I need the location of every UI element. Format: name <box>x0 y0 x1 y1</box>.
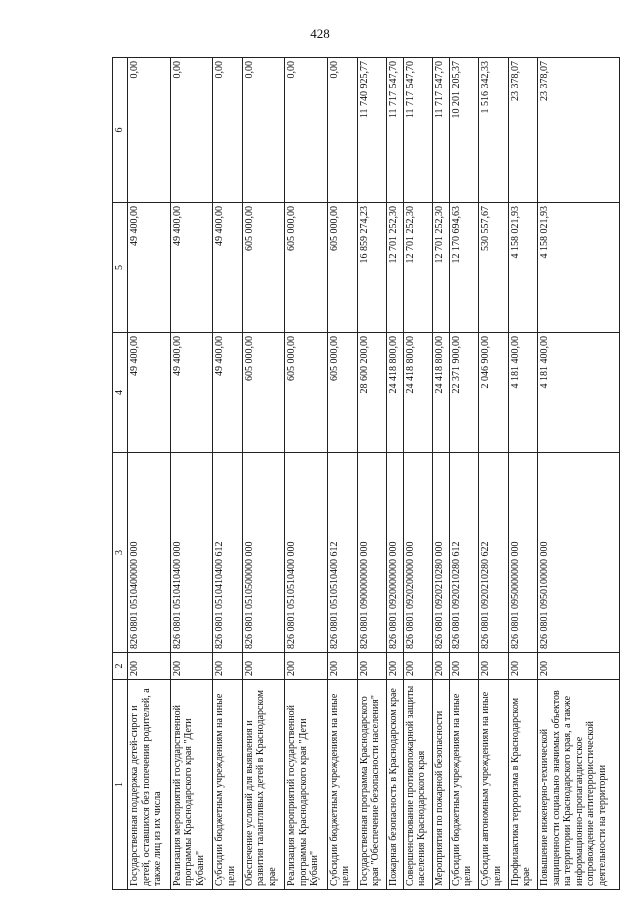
row-value4-cell: 24 418 800,00 <box>403 333 433 453</box>
column-header-6: 6 <box>113 58 128 203</box>
row-value6-cell: 0,00 <box>170 58 213 203</box>
row-value5-cell: 4 158 021,93 <box>508 203 538 333</box>
table-row <box>387 58 403 890</box>
table-row <box>285 58 328 890</box>
row-name-cell: Реализация мероприятий государственной программы Краснодарского края "Дети Кубани" <box>285 680 328 890</box>
column-header-4: 4 <box>113 333 128 453</box>
table-row <box>242 58 285 890</box>
table-body <box>128 58 620 890</box>
row-code-cell: 826 0801 0510410400 612 <box>213 453 243 653</box>
table-row <box>128 58 171 890</box>
row-value6-cell: 11 717 547,70 <box>387 58 403 203</box>
table-row <box>327 58 357 890</box>
row-value5-cell: 16 859 274,23 <box>357 203 387 333</box>
row-code-cell: 826 0801 0920200000 000 <box>403 453 433 653</box>
row-value5-cell: 4 158 021,93 <box>538 203 620 333</box>
row-col2-cell: 200 <box>285 653 328 680</box>
row-name-cell: Профилактика терроризма в Краснодарском крае <box>508 680 538 890</box>
column-header-2: 2 <box>113 653 128 680</box>
table-row <box>403 58 433 890</box>
row-code-cell: 826 0801 0920210280 612 <box>449 453 479 653</box>
row-col2-cell: 200 <box>242 653 285 680</box>
row-code-cell: 826 0801 0950100000 000 <box>538 453 620 653</box>
row-value6-cell: 11 717 547,70 <box>403 58 433 203</box>
row-code-cell: 826 0801 0510510400 000 <box>285 453 328 653</box>
row-name-cell: Повышение инженерно-технической защищенности социально значимых объектов на территории Краснодарского края, а также информационно-пропагандистское сопровождение антитеррористической деятельности на территории <box>538 680 620 890</box>
row-col2-cell: 200 <box>213 653 243 680</box>
row-code-cell: 826 0801 0510410400 000 <box>170 453 213 653</box>
row-name-cell: Реализация мероприятий государственной программы Краснодарского края "Дети Кубани" <box>170 680 213 890</box>
row-name-cell: Обеспечение условий для выявления и развития талантливых детей в Краснодарском крае <box>242 680 285 890</box>
row-name-cell: Государственная программа Краснодарского края "Обеспечение безопасности населения" <box>357 680 387 890</box>
row-name-cell: Пожарная безопасность в Краснодарском крае <box>387 680 403 890</box>
row-col2-cell: 200 <box>387 653 403 680</box>
row-value6-cell: 0,00 <box>128 58 171 203</box>
budget-table <box>112 57 620 890</box>
row-col2-cell: 200 <box>433 653 449 680</box>
row-value4-cell: 49 400,00 <box>213 333 243 453</box>
row-value6-cell: 0,00 <box>327 58 357 203</box>
row-col2-cell: 200 <box>327 653 357 680</box>
row-value4-cell: 49 400,00 <box>170 333 213 453</box>
row-code-cell: 826 0801 0510400000 000 <box>128 453 171 653</box>
row-value5-cell: 12 701 252,30 <box>403 203 433 333</box>
row-value4-cell: 605 000,00 <box>285 333 328 453</box>
table-row <box>170 58 213 890</box>
row-col2-cell: 200 <box>508 653 538 680</box>
row-value5-cell: 49 400,00 <box>128 203 171 333</box>
row-value6-cell: 11 717 547,70 <box>433 58 449 203</box>
row-value6-cell: 23 378,07 <box>538 58 620 203</box>
row-value5-cell: 530 557,67 <box>479 203 509 333</box>
row-col2-cell: 200 <box>128 653 171 680</box>
row-value4-cell: 605 000,00 <box>242 333 285 453</box>
table-row <box>449 58 479 890</box>
row-value5-cell: 605 000,00 <box>242 203 285 333</box>
row-value4-cell: 605 000,00 <box>327 333 357 453</box>
table-row <box>479 58 509 890</box>
budget-table-frame <box>112 58 620 890</box>
row-value6-cell: 1 516 342,33 <box>479 58 509 203</box>
row-code-cell: 826 0801 0510500000 000 <box>242 453 285 653</box>
row-col2-cell: 200 <box>170 653 213 680</box>
row-col2-cell: 200 <box>479 653 509 680</box>
table-row <box>433 58 449 890</box>
row-code-cell: 826 0801 0950000000 000 <box>508 453 538 653</box>
row-value4-cell: 49 400,00 <box>128 333 171 453</box>
column-header-1: 1 <box>113 680 128 890</box>
row-col2-cell: 200 <box>538 653 620 680</box>
row-col2-cell: 200 <box>403 653 433 680</box>
row-value6-cell: 0,00 <box>285 58 328 203</box>
row-name-cell: Субсидии автономным учреждениям на иные цели <box>479 680 509 890</box>
row-name-cell: Субсидии бюджетным учреждениям на иные цели <box>327 680 357 890</box>
table-row <box>213 58 243 890</box>
column-header-5: 5 <box>113 203 128 333</box>
row-value5-cell: 605 000,00 <box>285 203 328 333</box>
row-value6-cell: 0,00 <box>242 58 285 203</box>
row-code-cell: 826 0801 0510510400 612 <box>327 453 357 653</box>
row-value6-cell: 10 201 205,37 <box>449 58 479 203</box>
row-value5-cell: 12 170 694,63 <box>449 203 479 333</box>
row-value6-cell: 0,00 <box>213 58 243 203</box>
page-number: 428 <box>310 26 330 41</box>
row-value4-cell: 4 181 400,00 <box>538 333 620 453</box>
row-name-cell: Субсидии бюджетным учреждениям на иные цели <box>449 680 479 890</box>
row-value6-cell: 11 740 925,77 <box>357 58 387 203</box>
row-name-cell: Мероприятия по пожарной безопасности <box>433 680 449 890</box>
rotated-table-wrapper <box>112 58 620 890</box>
row-value5-cell: 12 701 252,30 <box>433 203 449 333</box>
table-row <box>357 58 387 890</box>
row-value5-cell: 49 400,00 <box>213 203 243 333</box>
row-name-cell: Субсидии бюджетным учреждениям на иные цели <box>213 680 243 890</box>
row-value6-cell: 23 378,07 <box>508 58 538 203</box>
row-col2-cell: 200 <box>449 653 479 680</box>
row-value5-cell: 49 400,00 <box>170 203 213 333</box>
table-row <box>538 58 620 890</box>
row-name-cell: Совершенствование противопожарной защиты населения Краснодарского края <box>403 680 433 890</box>
row-code-cell: 826 0801 0920000000 000 <box>387 453 403 653</box>
row-col2-cell: 200 <box>357 653 387 680</box>
row-code-cell: 826 0801 0920210280 000 <box>433 453 449 653</box>
row-name-cell: Государственная поддержка детей-сирот и детей, оставшихся без попечения родителей, а также лиц из их числа <box>128 680 171 890</box>
table-row <box>508 58 538 890</box>
row-value4-cell: 22 371 900,00 <box>449 333 479 453</box>
row-value4-cell: 24 418 800,00 <box>433 333 449 453</box>
row-value5-cell: 12 701 252,30 <box>387 203 403 333</box>
row-value4-cell: 4 181 400,00 <box>508 333 538 453</box>
row-value5-cell: 605 000,00 <box>327 203 357 333</box>
row-value4-cell: 28 600 200,00 <box>357 333 387 453</box>
row-value4-cell: 2 046 900,00 <box>479 333 509 453</box>
row-value4-cell: 24 418 800,00 <box>387 333 403 453</box>
column-header-3: 3 <box>113 453 128 653</box>
row-code-cell: 826 0801 0920210280 622 <box>479 453 509 653</box>
row-code-cell: 826 0801 0900000000 000 <box>357 453 387 653</box>
header-row <box>113 58 128 890</box>
